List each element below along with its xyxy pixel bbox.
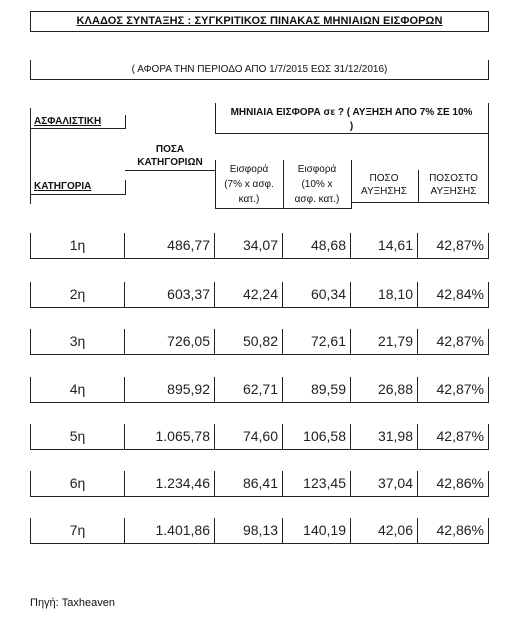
period-note: ( ΑΦΟΡΑ ΤΗΝ ΠΕΡΙΟΔΟ ΑΠΟ 1/7/2015 ΕΩΣ 31/12/2016) — [30, 60, 489, 80]
category-cell: 7η — [30, 518, 125, 544]
contribution-10-cell: 89,59 — [283, 377, 351, 403]
contribution-7-cell: 42,24 — [215, 282, 283, 308]
increase-cell: 14,61 — [351, 233, 418, 259]
header-increase-line2: ΑΥΞΗΣΗΣ — [361, 186, 407, 197]
header-divider — [215, 208, 352, 209]
increase-cell: 21,79 — [351, 329, 418, 355]
table-row — [30, 518, 489, 544]
percentage-cell: 42,87% — [418, 424, 489, 450]
amount-cell: 603,37 — [125, 282, 215, 308]
header-divider — [30, 128, 125, 129]
category-cell: 3η — [30, 329, 125, 355]
header-divider — [283, 160, 284, 209]
amount-cell: 1.065,78 — [125, 424, 215, 450]
contribution-10-cell: 60,34 — [283, 282, 351, 308]
table-row — [30, 233, 489, 259]
header-monthly-line2: ) — [349, 121, 354, 132]
header-divider — [351, 202, 489, 203]
header-category-bottom: ΚΑΤΗΓΟΡΙΑ — [34, 181, 92, 192]
header-left-border — [30, 108, 31, 204]
header-divider — [418, 170, 419, 203]
header-divider — [215, 103, 216, 134]
header-c10-line3: ασφ. κατ.) — [294, 194, 340, 205]
amount-cell: 486,77 — [125, 233, 215, 259]
contribution-7-cell: 74,60 — [215, 424, 283, 450]
header-c10-line1: Εισφορά — [297, 164, 337, 175]
table-row — [30, 471, 489, 497]
category-cell: 2η — [30, 282, 125, 308]
category-cell: 1η — [30, 233, 125, 259]
category-cell: 4η — [30, 377, 125, 403]
amount-cell: 1.401,86 — [125, 518, 215, 544]
header-divider — [215, 133, 489, 134]
header-amounts-line1: ΠΟΣΑ — [155, 144, 185, 155]
percentage-cell: 42,87% — [418, 233, 489, 259]
header-pct-line1: ΠΟΣΟΣΤΟ — [429, 173, 478, 184]
table-title: ΚΛΑΔΟΣ ΣΥΝΤΑΞΗΣ : ΣΥΓΚΡΙΤΙΚΟΣ ΠΙΝΑΚΑΣ ΜΗΝΙΑΙΩΝ ΕΙΣΦΟΡΩΝ — [30, 11, 489, 32]
percentage-cell: 42,87% — [418, 329, 489, 355]
table-row — [30, 424, 489, 450]
increase-cell: 26,88 — [351, 377, 418, 403]
contribution-7-cell: 62,71 — [215, 377, 283, 403]
header-right-border — [488, 103, 489, 204]
contribution-7-cell: 50,82 — [215, 329, 283, 355]
header-category-top: ΑΣΦΑΛΙΣΤΙΚΗ — [34, 116, 102, 127]
header-c7-line1: Εισφορά — [229, 164, 269, 175]
header-c7-line3: κατ.) — [238, 194, 260, 205]
contribution-10-cell: 140,19 — [283, 518, 351, 544]
amount-cell: 895,92 — [125, 377, 215, 403]
percentage-cell: 42,84% — [418, 282, 489, 308]
header-amounts-line2: ΚΑΤΗΓΟΡΙΩΝ — [137, 157, 203, 168]
category-cell: 6η — [30, 471, 125, 497]
table-row — [30, 377, 489, 403]
percentage-cell: 42,86% — [418, 518, 489, 544]
contribution-7-cell: 34,07 — [215, 233, 283, 259]
header-monthly-line1: ΜΗΝΙΑΙΑ ΕΙΣΦΟΡΑ σε ? ( ΑΥΞΗΣΗ ΑΠΟ 7% ΣΕ 10% — [230, 107, 473, 118]
table-row — [30, 329, 489, 355]
header-divider — [125, 115, 126, 129]
header-increase-line1: ΠΟΣΟ — [369, 173, 399, 184]
increase-cell: 31,98 — [351, 424, 418, 450]
category-cell: 5η — [30, 424, 125, 450]
header-divider — [125, 170, 215, 171]
header-c7-line2: (7% x ασφ. — [224, 179, 274, 190]
increase-cell: 18,10 — [351, 282, 418, 308]
percentage-cell: 42,87% — [418, 377, 489, 403]
contribution-10-cell: 72,61 — [283, 329, 351, 355]
source-note: Πηγή: Taxheaven — [30, 597, 115, 609]
contribution-7-cell: 98,13 — [215, 518, 283, 544]
table-row — [30, 282, 489, 308]
contribution-10-cell: 123,45 — [283, 471, 351, 497]
header-divider — [30, 194, 125, 195]
contribution-7-cell: 86,41 — [215, 471, 283, 497]
increase-cell: 42,06 — [351, 518, 418, 544]
contribution-10-cell: 48,68 — [283, 233, 351, 259]
header-divider — [215, 160, 216, 209]
amount-cell: 1.234,46 — [125, 471, 215, 497]
header-pct-line2: ΑΥΞΗΣΗΣ — [430, 186, 477, 197]
header-c10-line2: (10% x — [301, 179, 333, 190]
percentage-cell: 42,86% — [418, 471, 489, 497]
increase-cell: 37,04 — [351, 471, 418, 497]
header-divider — [125, 180, 126, 195]
amount-cell: 726,05 — [125, 329, 215, 355]
contribution-10-cell: 106,58 — [283, 424, 351, 450]
